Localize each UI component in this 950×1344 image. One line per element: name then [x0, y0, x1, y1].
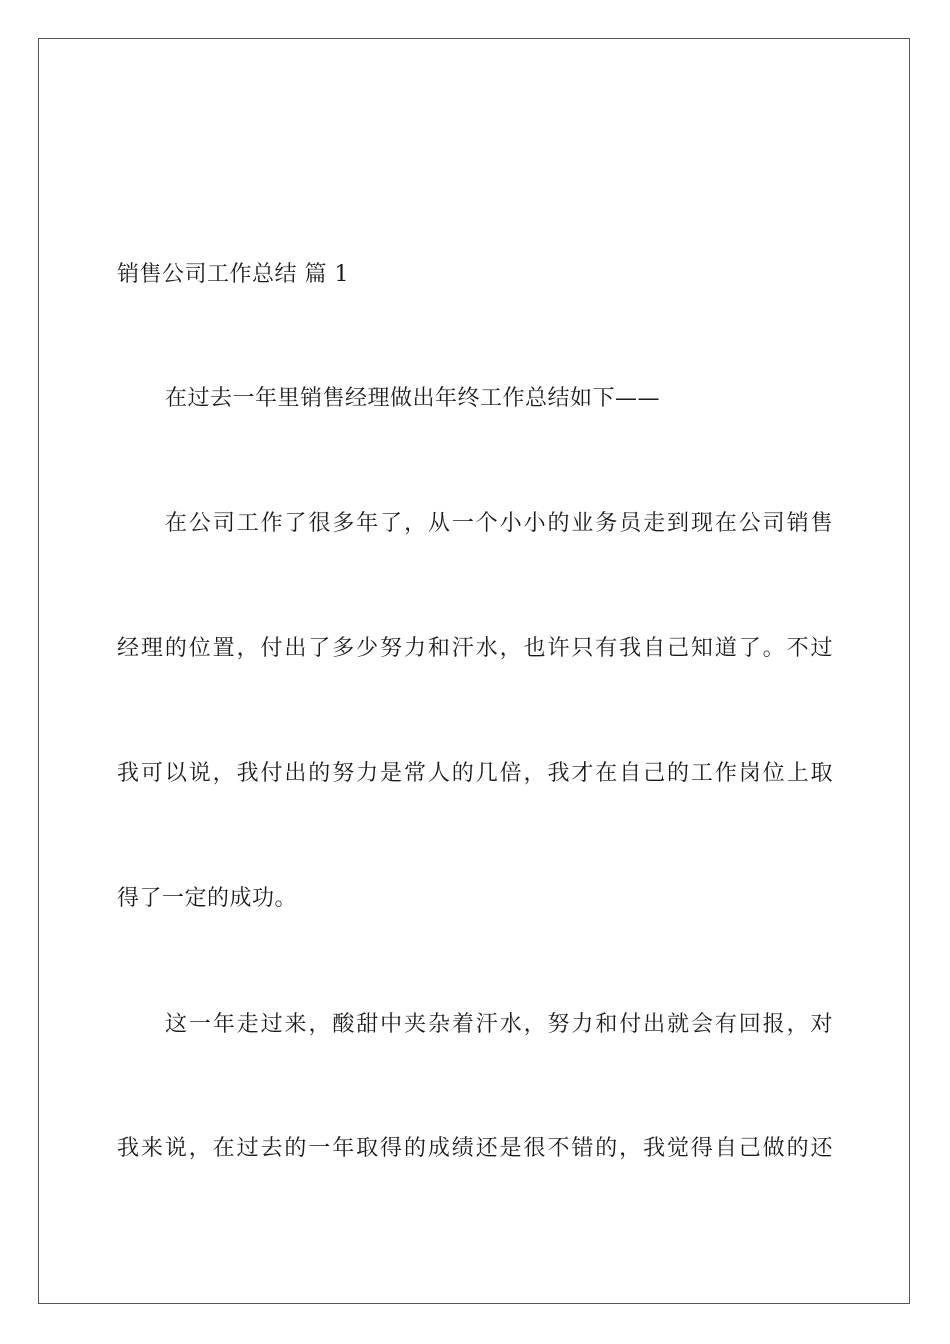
page-border	[38, 38, 910, 1304]
paragraph-line-4: 我可以说，我付出的努力是常人的几倍，我才在自己的工作岗位上取	[117, 761, 833, 786]
paragraph-line-2: 在公司工作了很多年了，从一个小小的业务员走到现在公司销售	[165, 511, 833, 536]
paragraph-line-3: 经理的位置，付出了多少努力和汗水，也许只有我自己知道了。不过	[117, 636, 833, 661]
paragraph-line-1: 在过去一年里销售经理做出年终工作总结如下——	[165, 386, 661, 411]
paragraph-line-5: 得了一定的成功。	[117, 886, 298, 911]
paragraph-line-6: 这一年走过来，酸甜中夹杂着汗水，努力和付出就会有回报，对	[165, 1012, 833, 1037]
paragraph-line-7: 我来说，在过去的一年取得的成绩还是很不错的，我觉得自己做的还	[117, 1136, 833, 1161]
document-title: 销售公司工作总结 篇 1	[117, 262, 349, 287]
